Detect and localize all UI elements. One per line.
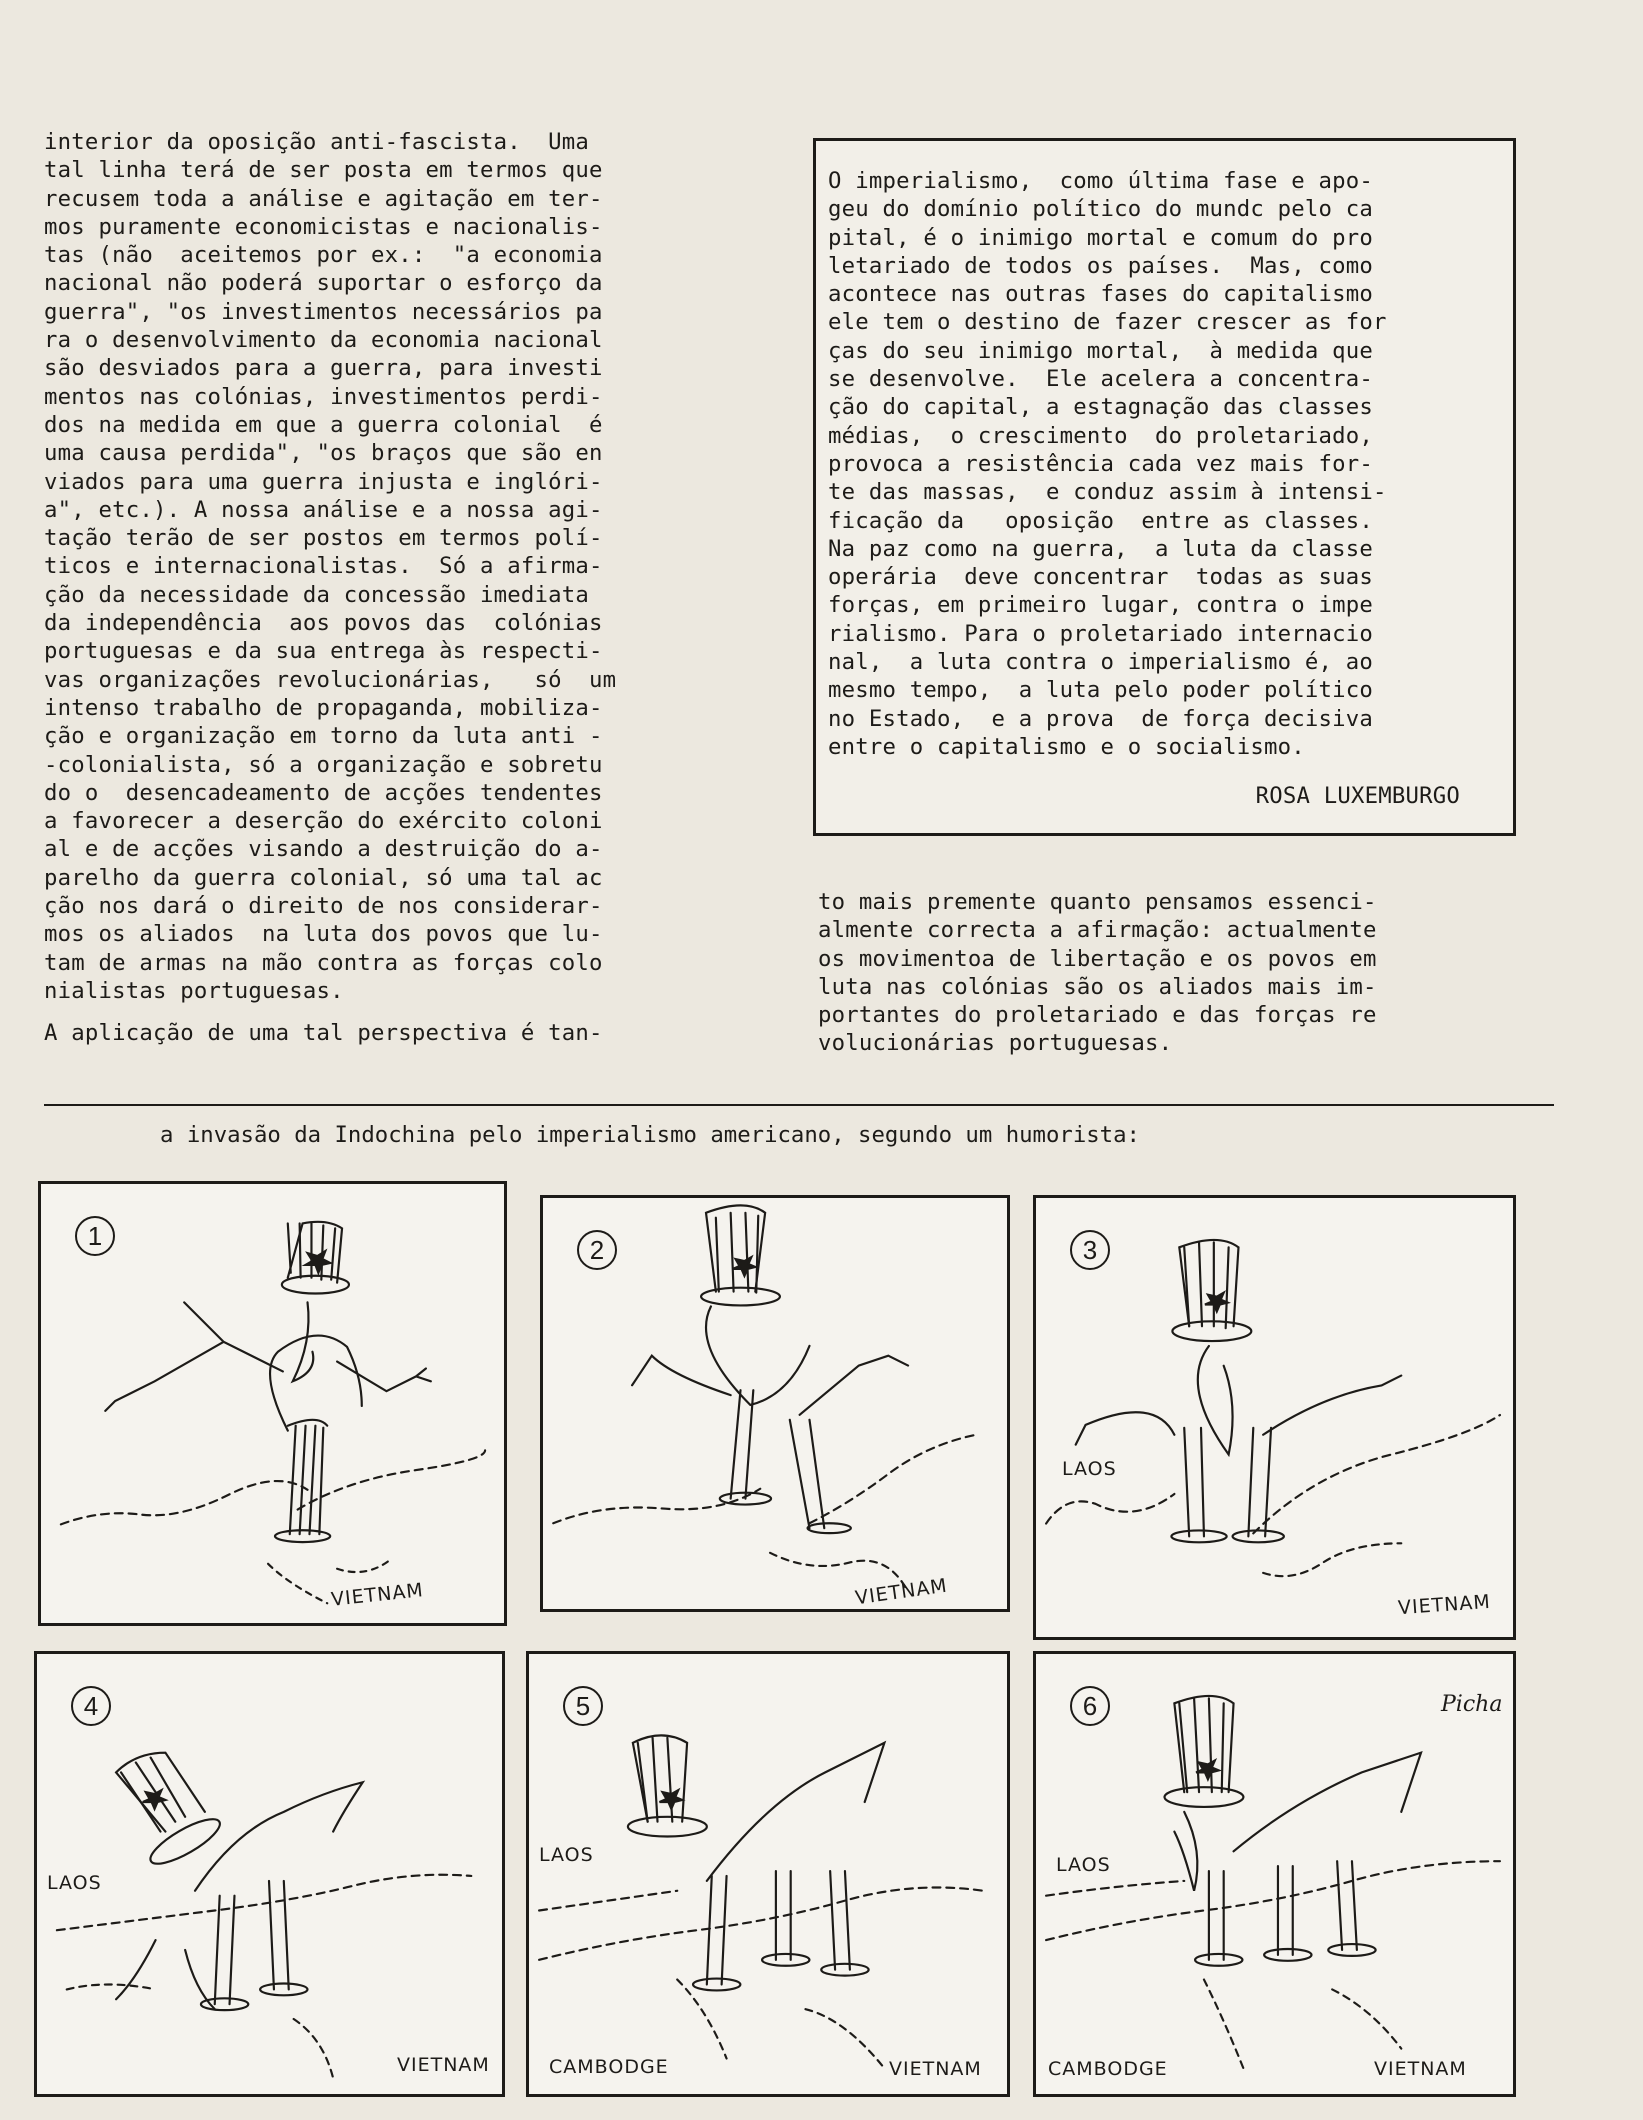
panel-4-label-laos: LAOS (47, 1872, 102, 1894)
panel-3-label-laos: LAOS (1062, 1458, 1117, 1480)
left-column-line: ticos e internacionalistas. Só a afirma- (44, 553, 603, 580)
left-column-line: tas (não aceitemos por ex.: "a economia (44, 242, 603, 269)
panel-4-number: 4 (71, 1686, 111, 1726)
quote-line: ficação da oposição entre as classes. (828, 507, 1373, 534)
right-column-line: portantes do proletariado e das forças re (818, 1002, 1377, 1029)
left-column-line: tam de armas na mão contra as forças colo (44, 949, 603, 976)
quote-line: geu do domínio político do mundc pelo ca (828, 196, 1373, 223)
comic-panel-5 (526, 1651, 1010, 2097)
comic-panel-3 (1033, 1195, 1516, 1640)
quote-line: ção do capital, a estagnação das classes (828, 394, 1373, 421)
quote-line: acontece nas outras fases do capitalismo (828, 281, 1373, 308)
panel-1-number: 1 (75, 1216, 115, 1256)
left-column-line: do o desencadeamento de acções tendentes (44, 779, 603, 806)
quote-line: O imperialismo, como última fase e apo- (828, 168, 1373, 194)
right-column-line: almente correcta a afirmação: actualmente (818, 917, 1377, 944)
quote-text (828, 167, 1510, 761)
panel-3-label-vietnam: VIETNAM (1397, 1590, 1492, 1620)
left-column-line: ra o desenvolvimento da economia nacional (44, 327, 603, 354)
left-column-line: nacional não poderá suportar o esforço da (44, 270, 603, 297)
right-column-line: volucionárias portuguesas. (818, 1030, 1173, 1057)
quote-box (813, 138, 1516, 836)
left-column-line: recusem toda a análise e agitação em ter- (44, 185, 603, 212)
comic-panel-4 (34, 1651, 505, 2097)
left-column-line: interior da oposição anti-fascista. Uma (44, 129, 589, 155)
panel-6-number: 6 (1070, 1686, 1110, 1726)
left-column-line: da independência aos povos das colónias (44, 610, 603, 637)
left-column-line: nialistas portuguesas. (44, 977, 344, 1004)
left-column-line: ção e organização em torno da luta anti - (44, 723, 603, 750)
quote-line: te das massas, e conduz assim à intensi- (828, 479, 1387, 506)
panel-4-drawing (37, 1654, 502, 2094)
left-column-line: ção da necessidade da concessão imediata (44, 581, 589, 608)
comic-panel-1 (38, 1181, 507, 1626)
quote-line: médias, o crescimento do proletariado, (828, 422, 1373, 449)
quote-line: entre o capitalismo e o socialismo. (828, 733, 1305, 760)
panel-2-number: 2 (577, 1230, 617, 1270)
left-column-line: tal linha terá de ser posta em termos que (44, 157, 603, 184)
quote-line: provoca a resistência cada vez mais for- (828, 450, 1373, 477)
quote-line: ças do seu inimigo mortal, à medida que (828, 337, 1373, 364)
panel-3-number: 3 (1070, 1230, 1110, 1270)
left-column-line: tação terão de ser postos em termos polí- (44, 525, 603, 552)
left-column (44, 128, 740, 1048)
panel-6-label-laos: LAOS (1056, 1854, 1111, 1876)
comic-caption: a invasão da Indochina pelo imperialismo americano, segundo um humorista: (160, 1122, 1140, 1148)
panel-5-label-laos: LAOS (539, 1844, 594, 1866)
left-column-line: -colonialista, só a organização e sobretu (44, 751, 603, 778)
panel-5-number: 5 (563, 1686, 603, 1726)
left-column-line: guerra", "os investimentos necessários pa (44, 298, 603, 325)
left-column-line: parelho da guerra colonial, só uma tal ac (44, 864, 603, 891)
right-column-line: os movimentoa de libertação e os povos em (818, 945, 1377, 972)
left-column-line: uma causa perdida", "os braços que são en (44, 440, 603, 467)
left-column-line: mentos nas colónias, investimentos perdi- (44, 383, 603, 410)
left-column-line: portuguesas e da sua entrega às respecti- (44, 638, 603, 665)
quote-line: operária deve concentrar todas as suas (828, 564, 1373, 591)
left-column-line: a", etc.). A nossa análise e a nossa agi- (44, 496, 603, 523)
quote-line: pital, é o inimigo mortal e comum do pro (828, 224, 1373, 251)
quote-line: forças, em primeiro lugar, contra o impe (828, 592, 1373, 619)
left-column-line: são desviados para a guerra, para investi (44, 355, 603, 382)
left-column-line: al e de acções visando a destruição do a- (44, 836, 603, 863)
left-column-line: intenso trabalho de propaganda, mobiliza- (44, 694, 603, 721)
quote-line: no Estado, e a prova de força decisiva (828, 705, 1373, 732)
left-column-line: dos na medida em que a guerra colonial é (44, 411, 603, 438)
quote-line: Na paz como na guerra, a luta da classe (828, 535, 1373, 562)
right-column (818, 888, 1523, 1058)
panel-6-label-cambodge: CAMBODGE (1048, 2058, 1168, 2080)
panel-4-label-vietnam: VIETNAM (397, 2054, 490, 2076)
quote-line: letariado de todos os países. Mas, como (828, 252, 1373, 279)
panel-5-drawing (529, 1654, 1007, 2094)
panel-5-label-vietnam: VIETNAM (889, 2058, 982, 2080)
left-column-line: vas organizações revolucionárias, só um (44, 666, 617, 693)
quote-line: mesmo tempo, a luta pelo poder político (828, 677, 1373, 704)
quote-line: rialismo. Para o proletariado internacio (828, 620, 1373, 647)
right-column-line: luta nas colónias são os aliados mais im- (818, 973, 1377, 1000)
left-column-tail: A aplicação de uma tal perspectiva é tan- (44, 1020, 603, 1047)
panel-3-drawing (1036, 1198, 1513, 1637)
section-divider (44, 1104, 1554, 1106)
panel-1-label-vietnam: VIETNAM (330, 1579, 425, 1611)
left-column-line: viados para uma guerra injusta e inglóri- (44, 468, 603, 495)
quote-line: se desenvolve. Ele acelera a concentra- (828, 366, 1373, 393)
comic-panel-2 (540, 1195, 1010, 1612)
panel-1-drawing (41, 1184, 504, 1623)
left-column-body (44, 128, 740, 1005)
panel-6-label-vietnam: VIETNAM (1374, 2058, 1467, 2080)
quote-line: ele tem o destino de fazer crescer as for (828, 309, 1387, 336)
right-column-line: to mais premente quanto pensamos essenci- (818, 889, 1377, 915)
left-column-line: mos puramente economicistas e nacionalis- (44, 213, 603, 240)
quote-line: nal, a luta contra o imperialismo é, ao (828, 649, 1373, 676)
left-column-line: a favorecer a deserção do exército coloni (44, 808, 603, 835)
left-column-line: ção nos dará o direito de nos considerar- (44, 893, 603, 920)
comic-panel-6 (1033, 1651, 1516, 2097)
artist-signature: Picha (1441, 1692, 1503, 1717)
panel-2-label-vietnam: VIETNAM (853, 1574, 949, 1610)
panel-5-label-cambodge: CAMBODGE (549, 2056, 669, 2078)
quote-author: ROSA LUXEMBURGO (1255, 783, 1460, 809)
left-column-line: mos os aliados na luta dos povos que lu- (44, 921, 603, 948)
